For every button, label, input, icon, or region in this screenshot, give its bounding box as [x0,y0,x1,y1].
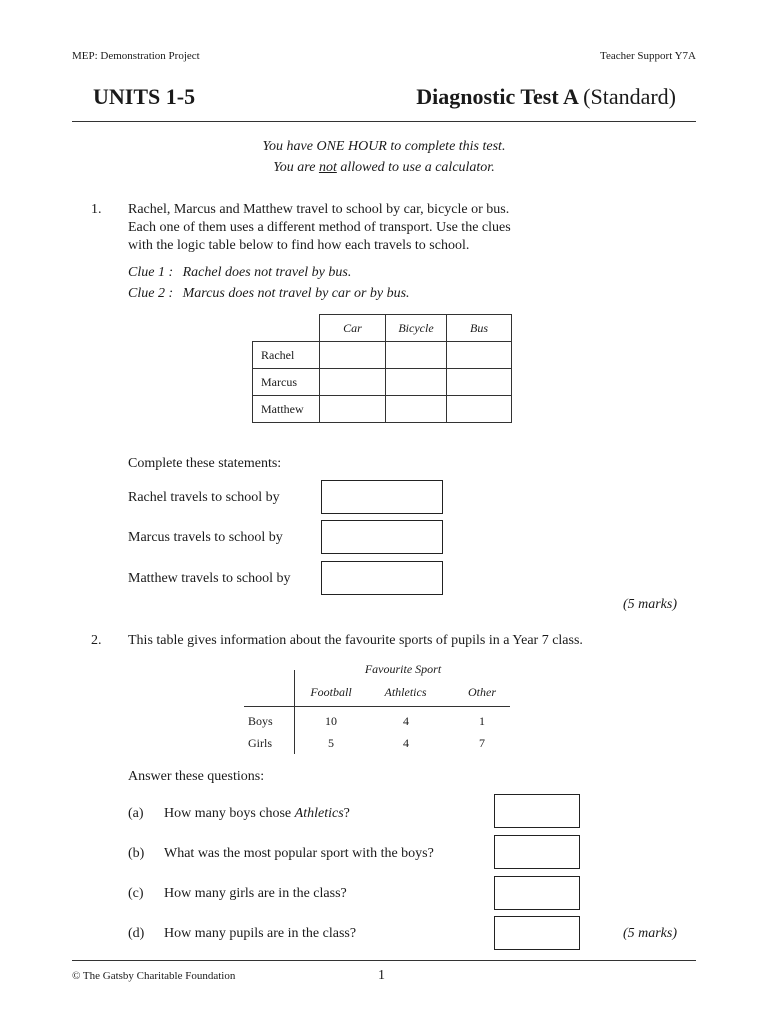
q2-marks: (5 marks) [622,926,677,941]
q2-number: 2. [91,633,102,648]
q2b-text: What was the most popular sport with the boys? [164,846,434,861]
logic-cell[interactable] [447,369,512,396]
instruction-line-1 [0,138,768,156]
logic-cell[interactable] [386,342,447,369]
clue-2 [128,285,410,303]
clue-1-label: Clue 1 : [128,265,174,280]
answer-box-q2b[interactable] [494,835,580,869]
q1-complete-prompt: Complete these statements: [128,456,282,471]
sports-col-athletics: Athletics [384,685,427,699]
units-title: UNITS 1-5 [93,84,196,109]
answer-box-marcus[interactable] [321,520,443,554]
sports-table-caption: Favourite Sport [364,662,442,676]
sports-cell: 1 [479,714,485,728]
q1-text-line-2: Each one of them uses a different method of transport. Use the clues [128,220,511,235]
title-rule [72,121,696,122]
logic-col-car: Car [320,315,386,342]
logic-col-bus: Bus [447,315,512,342]
instruction-text: allowed to use a calculator. [340,160,495,175]
sports-col-football: Football [310,685,352,699]
sports-cell: 4 [403,714,409,728]
header-right: Teacher Support Y7A [600,50,696,62]
clue-2-text: Marcus does not travel by car or by bus. [182,286,410,301]
logic-cell[interactable] [320,369,386,396]
sports-cell: 5 [328,736,334,750]
q2c-label: (c) [128,886,144,901]
q2d-text: How many pupils are in the class? [164,926,357,941]
q2b-label: (b) [128,846,145,861]
sports-row-girls: Girls [248,736,272,750]
logic-table [252,314,512,423]
logic-cell[interactable] [447,396,512,423]
clue-2-label: Clue 2 : [128,286,174,301]
logic-col-bicycle: Bicycle [386,315,447,342]
statement-rachel: Rachel travels to school by [128,490,280,505]
logic-row-rachel: Rachel [253,342,320,369]
test-title-standard: (Standard) [583,84,676,109]
test-title [416,84,676,110]
q2a-text-part: How many boys chose [164,806,292,821]
q1-text-line-1: Rachel, Marcus and Matthew travel to school by car, bicycle or bus. [128,202,510,217]
sports-cell: 4 [403,736,409,750]
test-title-bold: Diagnostic Test A [416,84,578,109]
q2a-text [164,805,350,823]
instruction-text: to complete this test. [390,139,506,154]
q1-text-line-3: with the logic table below to find how each travels to school. [128,238,470,253]
clue-1-text: Rachel does not travel by bus. [182,265,352,280]
logic-cell[interactable] [320,342,386,369]
sports-table-hline [244,706,510,707]
instruction-line-2 [0,159,768,177]
q2-answer-prompt: Answer these questions: [128,769,265,784]
instruction-text: You are [273,160,316,175]
sports-cell: 10 [325,714,337,728]
clue-1 [128,264,351,282]
q1-number: 1. [91,202,102,217]
q2a-label: (a) [128,806,144,821]
page-number: 1 [378,968,385,983]
header-left: MEP: Demonstration Project [72,50,200,62]
footer-copyright: © The Gatsby Charitable Foundation [72,970,236,982]
sports-col-other: Other [468,685,496,699]
statement-matthew: Matthew travels to school by [128,571,291,586]
instruction-duration: ONE HOUR [316,139,387,154]
q2-text: This table gives information about the favourite sports of pupils in a Year 7 class. [128,633,583,648]
instruction-text: You have [262,139,313,154]
answer-box-q2c[interactable] [494,876,580,910]
answer-box-matthew[interactable] [321,561,443,595]
answer-box-q2d[interactable] [494,916,580,950]
statement-marcus: Marcus travels to school by [128,530,283,545]
logic-row-matthew: Matthew [253,396,320,423]
answer-box-rachel[interactable] [321,480,443,514]
logic-cell[interactable] [320,396,386,423]
logic-row-marcus: Marcus [253,369,320,396]
sports-cell: 7 [479,736,485,750]
answer-box-q2a[interactable] [494,794,580,828]
logic-table-corner [253,315,320,342]
logic-cell[interactable] [386,396,447,423]
q1-marks: (5 marks) [622,597,677,612]
q2d-label: (d) [128,926,145,941]
logic-cell[interactable] [386,369,447,396]
q2a-text-athletics: Athletics [294,806,344,821]
footer-rule [72,960,696,961]
sports-row-boys: Boys [248,714,273,728]
q2a-text-part: ? [343,806,350,821]
logic-cell[interactable] [447,342,512,369]
sports-table-vline [294,670,295,754]
q2c-text: How many girls are in the class? [164,886,347,901]
instruction-not: not [318,160,337,175]
